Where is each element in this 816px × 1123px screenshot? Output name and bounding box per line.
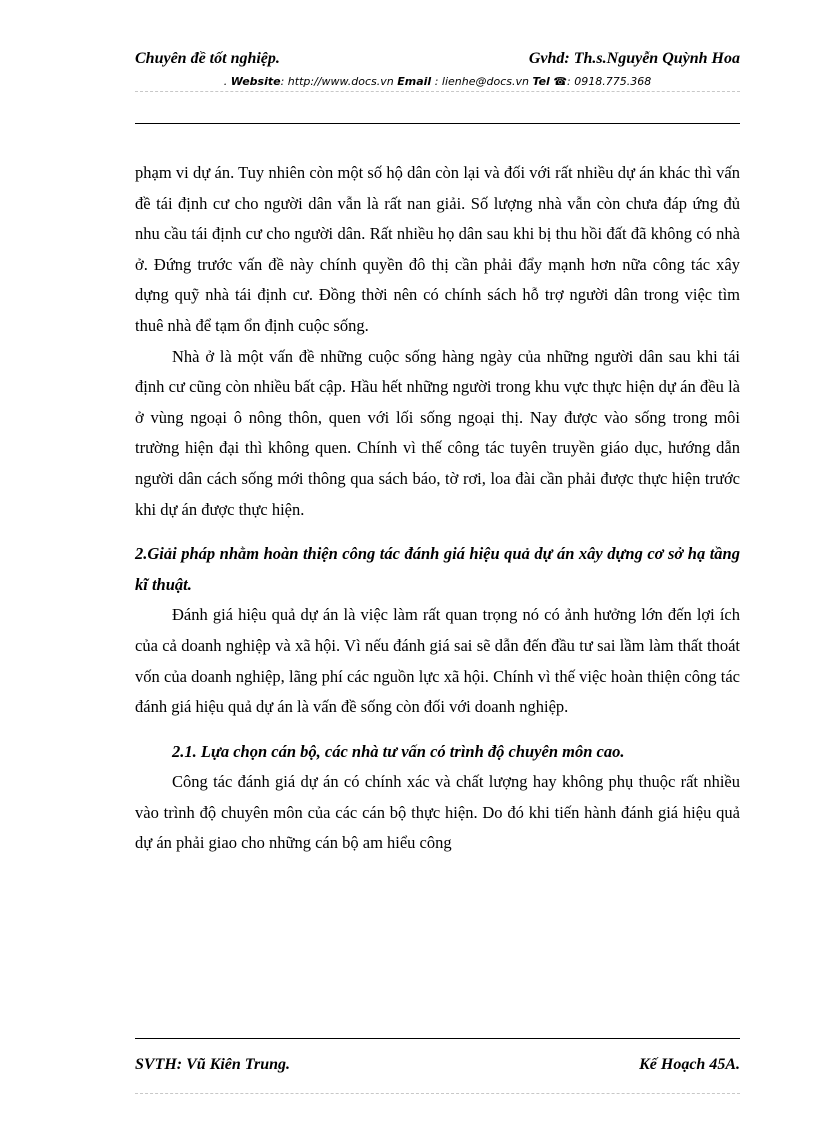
tel-value: : 0918.775.368 bbox=[567, 75, 652, 88]
phone-icon: ☎ bbox=[553, 75, 568, 88]
header-dashed-divider bbox=[135, 91, 740, 92]
email-value[interactable]: : lienhe@docs.vn bbox=[434, 75, 529, 88]
body-content bbox=[135, 158, 740, 859]
header-contact-line bbox=[135, 75, 740, 88]
email-label: Email bbox=[397, 75, 432, 88]
footer-class: Kế Hoạch 45A. bbox=[639, 1056, 740, 1073]
footer-student: SVTH: Vũ Kiên Trung. bbox=[135, 1056, 291, 1073]
section-heading-2-1: 2.1. Lựa chọn cán bộ, các nhà tư vấn có trình độ chuyên môn cao. bbox=[172, 741, 625, 761]
tel-label: Tel bbox=[532, 75, 550, 88]
website-value[interactable]: : http://www.docs.vn bbox=[280, 75, 394, 88]
page-footer bbox=[135, 1056, 740, 1078]
section-heading-2: 2.Giải pháp nhằm hoàn thiện công tác đánh giá hiệu quả dự án xây dựng cơ sở hạ tầng kĩ thuật. bbox=[135, 544, 740, 594]
paragraph-1: phạm vi dự án. Tuy nhiên còn một số hộ dân còn lại và đối với rất nhiều dự án khác thì vấn đề tái định cư cho người dân vẫn là rất nan giải. Số lượng nhà vẫn còn chưa đáp ứng đủ nhu cầu tái định cư cho người dân. Rất nhiều họ dân sau khi bị thu hồi đất đã không có nhà ở. Đứng trước vấn đề này chính quyền đô thị cần phải đẩy mạnh hơn nữa công tác xây dựng quỹ nhà tái định cư. Đồng thời nên có chính sách hỗ trợ người dân trong việc tìm thuê nhà để tạm ổn định cuộc sống. bbox=[135, 163, 740, 335]
footer-dashed-divider bbox=[135, 1093, 740, 1094]
paragraph-3: Đánh giá hiệu quả dự án là việc làm rất quan trọng nó có ảnh hưởng lớn đến lợi ích của cả doanh nghiệp và xã hội. Vì nếu đánh giá sai sẽ dẫn đến đầu tư sai lầm làm thất thoát vốn của doanh nghiệp, lãng phí các nguồn lực xã hội. Chính vì thế việc hoàn thiện công tác đánh giá hiệu quả dự án là vấn đề sống còn đối với doanh nghiệp. bbox=[135, 605, 740, 717]
header-title: Chuyên đề tốt nghiệp. bbox=[135, 50, 280, 67]
page-header bbox=[135, 50, 740, 72]
footer-divider bbox=[135, 1038, 740, 1039]
paragraph-4: Công tác đánh giá dự án có chính xác và chất lượng hay không phụ thuộc rất nhiều vào trình độ chuyên môn của các cán bộ thực hiện. Do đó khi tiến hành đánh giá hiệu quả dự án phải giao cho những cán bộ am hiểu công bbox=[135, 772, 740, 853]
website-label: Website bbox=[230, 75, 281, 88]
header-divider bbox=[135, 123, 740, 124]
header-supervisor: Gvhd: Th.s.Nguyễn Quỳnh Hoa bbox=[528, 50, 740, 67]
paragraph-2: Nhà ở là một vấn đề những cuộc sống hàng ngày của những người dân sau khi tái định cư cũng còn nhiều bất cập. Hầu hết những người trong khu vực thực hiện dự án đều là ở vùng ngoại ô nông thôn, quen với lối sống ngoại thị. Nay được vào sống trong môi trường hiện đại thì không quen. Chính vì thế công tác tuyên truyền giáo dục, hướng dẫn người dân cách sống mới thông qua sách báo, tờ rơi, loa đài cần phải được thực hiện trước khi dự án được thực hiện. bbox=[135, 346, 740, 519]
header-contact-prefix: . bbox=[223, 75, 231, 88]
